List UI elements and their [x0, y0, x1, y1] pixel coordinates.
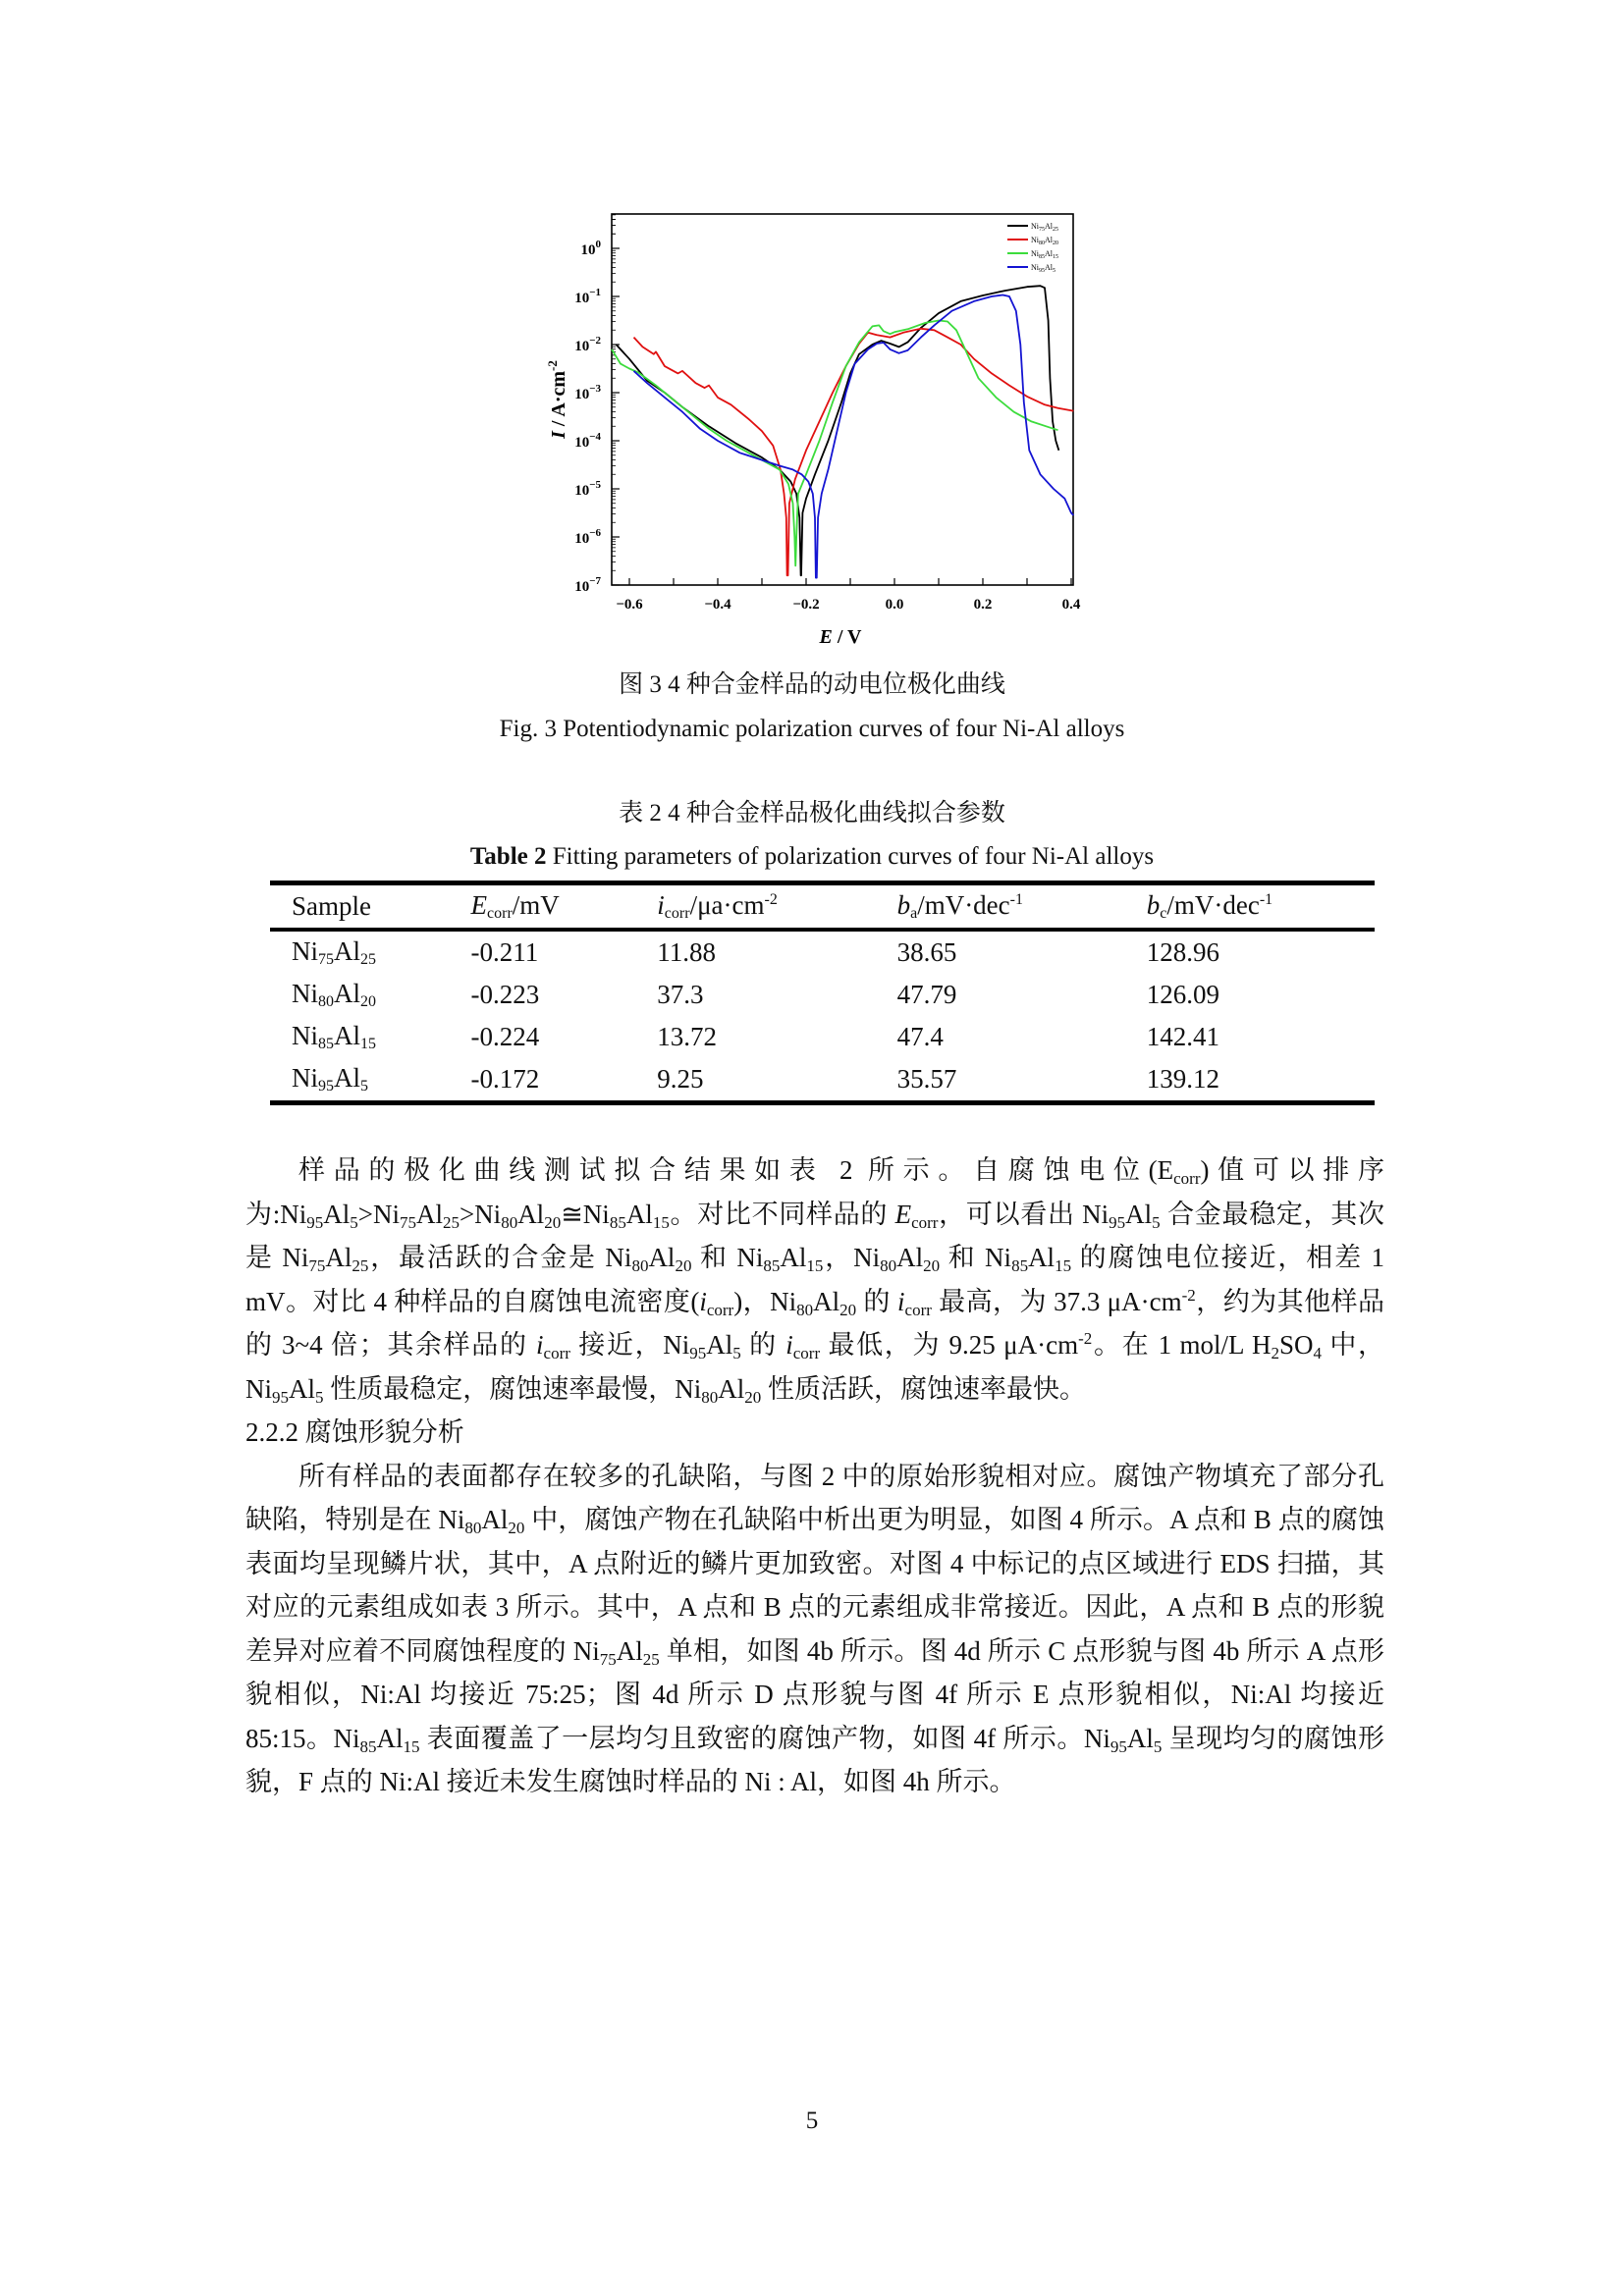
table-header-cell: $i_{corr}/\mu a\cdot cm^{-2}$ [657, 890, 778, 922]
y-tick-label: $10^{-7}$ [574, 575, 601, 595]
paragraph-polarization-results: 样品的极化曲线测试拟合结果如表 2 所示。自腐蚀电位$(E_{corr})$值可以排序为$:Ni_{95}Al_5>Ni_{75}Al_{25}>Ni_{80}Al_{20}≅Ni_{85}Al_{15}$。对比不同样品的 $E_{corr}$，可以看出 $Ni_{95}Al_5$ 合金最稳定，其次是 $Ni_{75}Al_{25}$，最活跃的合金是 $Ni_{80}Al_{20}$ 和 $Ni_{85}Al_{15}$，$Ni_{80}Al_{20}$ 和 $Ni_{85}Al_{15}$ 的腐蚀电位接近，相差 1 mV。对比 4 种样品的自腐蚀电流密度$(i_{corr})$，$Ni_{80}Al_{20}$ 的 $i_{corr}$ 最高，为 37.3 $\mu A\cdot cm^{-2}$，约为其他样品的 3~4 倍；其余样品的 $i_{corr}$ 接近，$Ni_{95}Al_5$ 的 $i_{corr}$ 最低，为 9.25 $\mu A\cdot cm^{-2}$。在 1 mol/L $H_2SO_4$ 中，$Ni_{95}Al_5$ 性质最稳定，腐蚀速率最慢，$Ni_{80}Al_{20}$ 性质活跃，腐蚀速率最快。 [245, 1155, 1385, 1407]
table-cell: $Ni_{80}Al_{20}$ [292, 979, 376, 1010]
curves [612, 286, 1073, 577]
table-cell: -0.223 [470, 980, 540, 1009]
table-cell: 128.96 [1146, 937, 1220, 967]
y-tick-label: $10^{-5}$ [574, 479, 601, 499]
table-header-cell: Sample [292, 891, 371, 921]
table-cell: -0.172 [470, 1064, 540, 1094]
table-header-cell: $b_a/mV\cdot dec^{-1}$ [896, 890, 1023, 922]
x-tick-label: 0.0 [885, 597, 904, 613]
table-row [270, 1016, 1375, 1058]
y-tick-label: $10^{-6}$ [574, 527, 601, 547]
page-number: 5 [805, 2108, 819, 2134]
figure-caption-en: Fig. 3 Potentiodynamic polarization curves of four Ni-Al alloys [499, 716, 1125, 742]
table-cell: -0.211 [470, 937, 539, 967]
x-axis-title: E / V [819, 626, 862, 648]
table-caption-text: Fitting parameters of polarization curves of four Ni-Al alloys [546, 843, 1155, 870]
x-tick-label: −0.6 [616, 597, 643, 613]
x-tick-label: −0.4 [704, 597, 731, 613]
table-caption-en [0, 841, 1624, 873]
x-tick-label: 0.2 [973, 597, 993, 613]
table-row [270, 1058, 1375, 1103]
table-body [270, 930, 1375, 1103]
table-cell: $Ni_{85}Al_{15}$ [292, 1021, 376, 1052]
table-cell: 139.12 [1146, 1064, 1220, 1094]
polarization-chart [530, 196, 1100, 667]
y-tick-label: $10^{-4}$ [574, 431, 601, 451]
table-cell: 35.57 [896, 1064, 957, 1094]
y-tick-label: $10^0$ [580, 239, 601, 258]
legend [1007, 222, 1058, 274]
table-caption-cn: 表 2 4 种合金样品极化曲线拟合参数 [619, 800, 1005, 827]
table-cell: -0.224 [470, 1022, 540, 1051]
table-row [270, 974, 1375, 1016]
table-cell: 37.3 [657, 980, 704, 1009]
body-text [245, 1148, 1384, 1804]
table-cell: 47.79 [896, 980, 957, 1009]
x-tick-label: −0.2 [792, 597, 820, 613]
table-cell: 126.09 [1146, 980, 1220, 1009]
x-tick-label: 0.4 [1061, 597, 1081, 613]
x-axis [616, 578, 1081, 613]
paragraph-corrosion-morphology: 所有样品的表面都存在较多的孔缺陷，与图 2 中的原始形貌相对应。腐蚀产物填充了部分孔缺陷，特别是在 $Ni_{80}Al_{20}$ 中，腐蚀产物在孔缺陷中析出更为明显，如图 4 所示。A 点和 B 点的腐蚀表面均呈现鳞片状，其中，A 点附近的鳞片更加致密。对图 4 中标记的点区域进行 EDS 扫描，其对应的元素组成如表 3 所示。其中，A 点和 B 点的元素组成非常接近。因此，A 点和 B 点的形貌差异对应着不同腐蚀程度的 $Ni_{75}Al_{25}$ 单相，如图 4b 所示。图 4d 所示 C 点形貌与图 4b 所示 A 点形貌相似，Ni:Al 均接近 75:25；图 4d 所示 D 点形貌与图 4f 所示 E 点形貌相似，Ni:Al 均接近 85:15。$Ni_{85}Al_{15}$ 表面覆盖了一层均匀且致密的腐蚀产物，如图 4f 所示。$Ni_{95}Al_5$ 呈现均匀的腐蚀形貌，F 点的 Ni:Al 接近未发生腐蚀时样品的 Ni : Al，如图 4h 所示。 [245, 1461, 1384, 1796]
table-cell: $Ni_{95}Al_5$ [292, 1063, 368, 1095]
section-heading: 2.2.2 腐蚀形貌分析 [245, 1417, 464, 1447]
table-cell: 11.88 [657, 937, 717, 967]
table-row [270, 930, 1375, 974]
table-cell: 9.25 [657, 1064, 704, 1094]
table-label: Table 2 [469, 843, 547, 870]
table-cell: 47.4 [896, 1022, 944, 1051]
table-cell: 38.65 [896, 937, 957, 967]
table-cell: 13.72 [657, 1022, 718, 1051]
legend-label: $Ni_{80}Al_{20}$ [1031, 236, 1058, 246]
y-tick-label: $10^{-1}$ [574, 287, 601, 306]
legend-label: $Ni_{75}Al_{25}$ [1031, 222, 1058, 233]
curve-ni95al5 [634, 295, 1074, 578]
y-tick-label: $10^{-3}$ [574, 383, 601, 402]
table-header-cell: $E_{corr}/mV$ [470, 890, 560, 922]
legend-label: $Ni_{85}Al_{15}$ [1031, 249, 1058, 260]
legend-label: $Ni_{95}Al_5$ [1031, 263, 1056, 274]
table-cell: 142.41 [1146, 1022, 1220, 1051]
figure-caption-cn: 图 3 4 种合金样品的动电位极化曲线 [619, 671, 1005, 698]
table-cell: $Ni_{75}Al_{25}$ [292, 936, 376, 968]
fitting-parameters-table [270, 881, 1375, 1105]
y-tick-label: $10^{-2}$ [574, 335, 601, 354]
y-axis [574, 215, 620, 595]
table-header-cell: $b_c/mV\cdot dec^{-1}$ [1146, 890, 1273, 922]
y-axis-title: $I / A\cdot cm^{-2}$ [545, 360, 569, 439]
table-header-row [270, 883, 1375, 931]
